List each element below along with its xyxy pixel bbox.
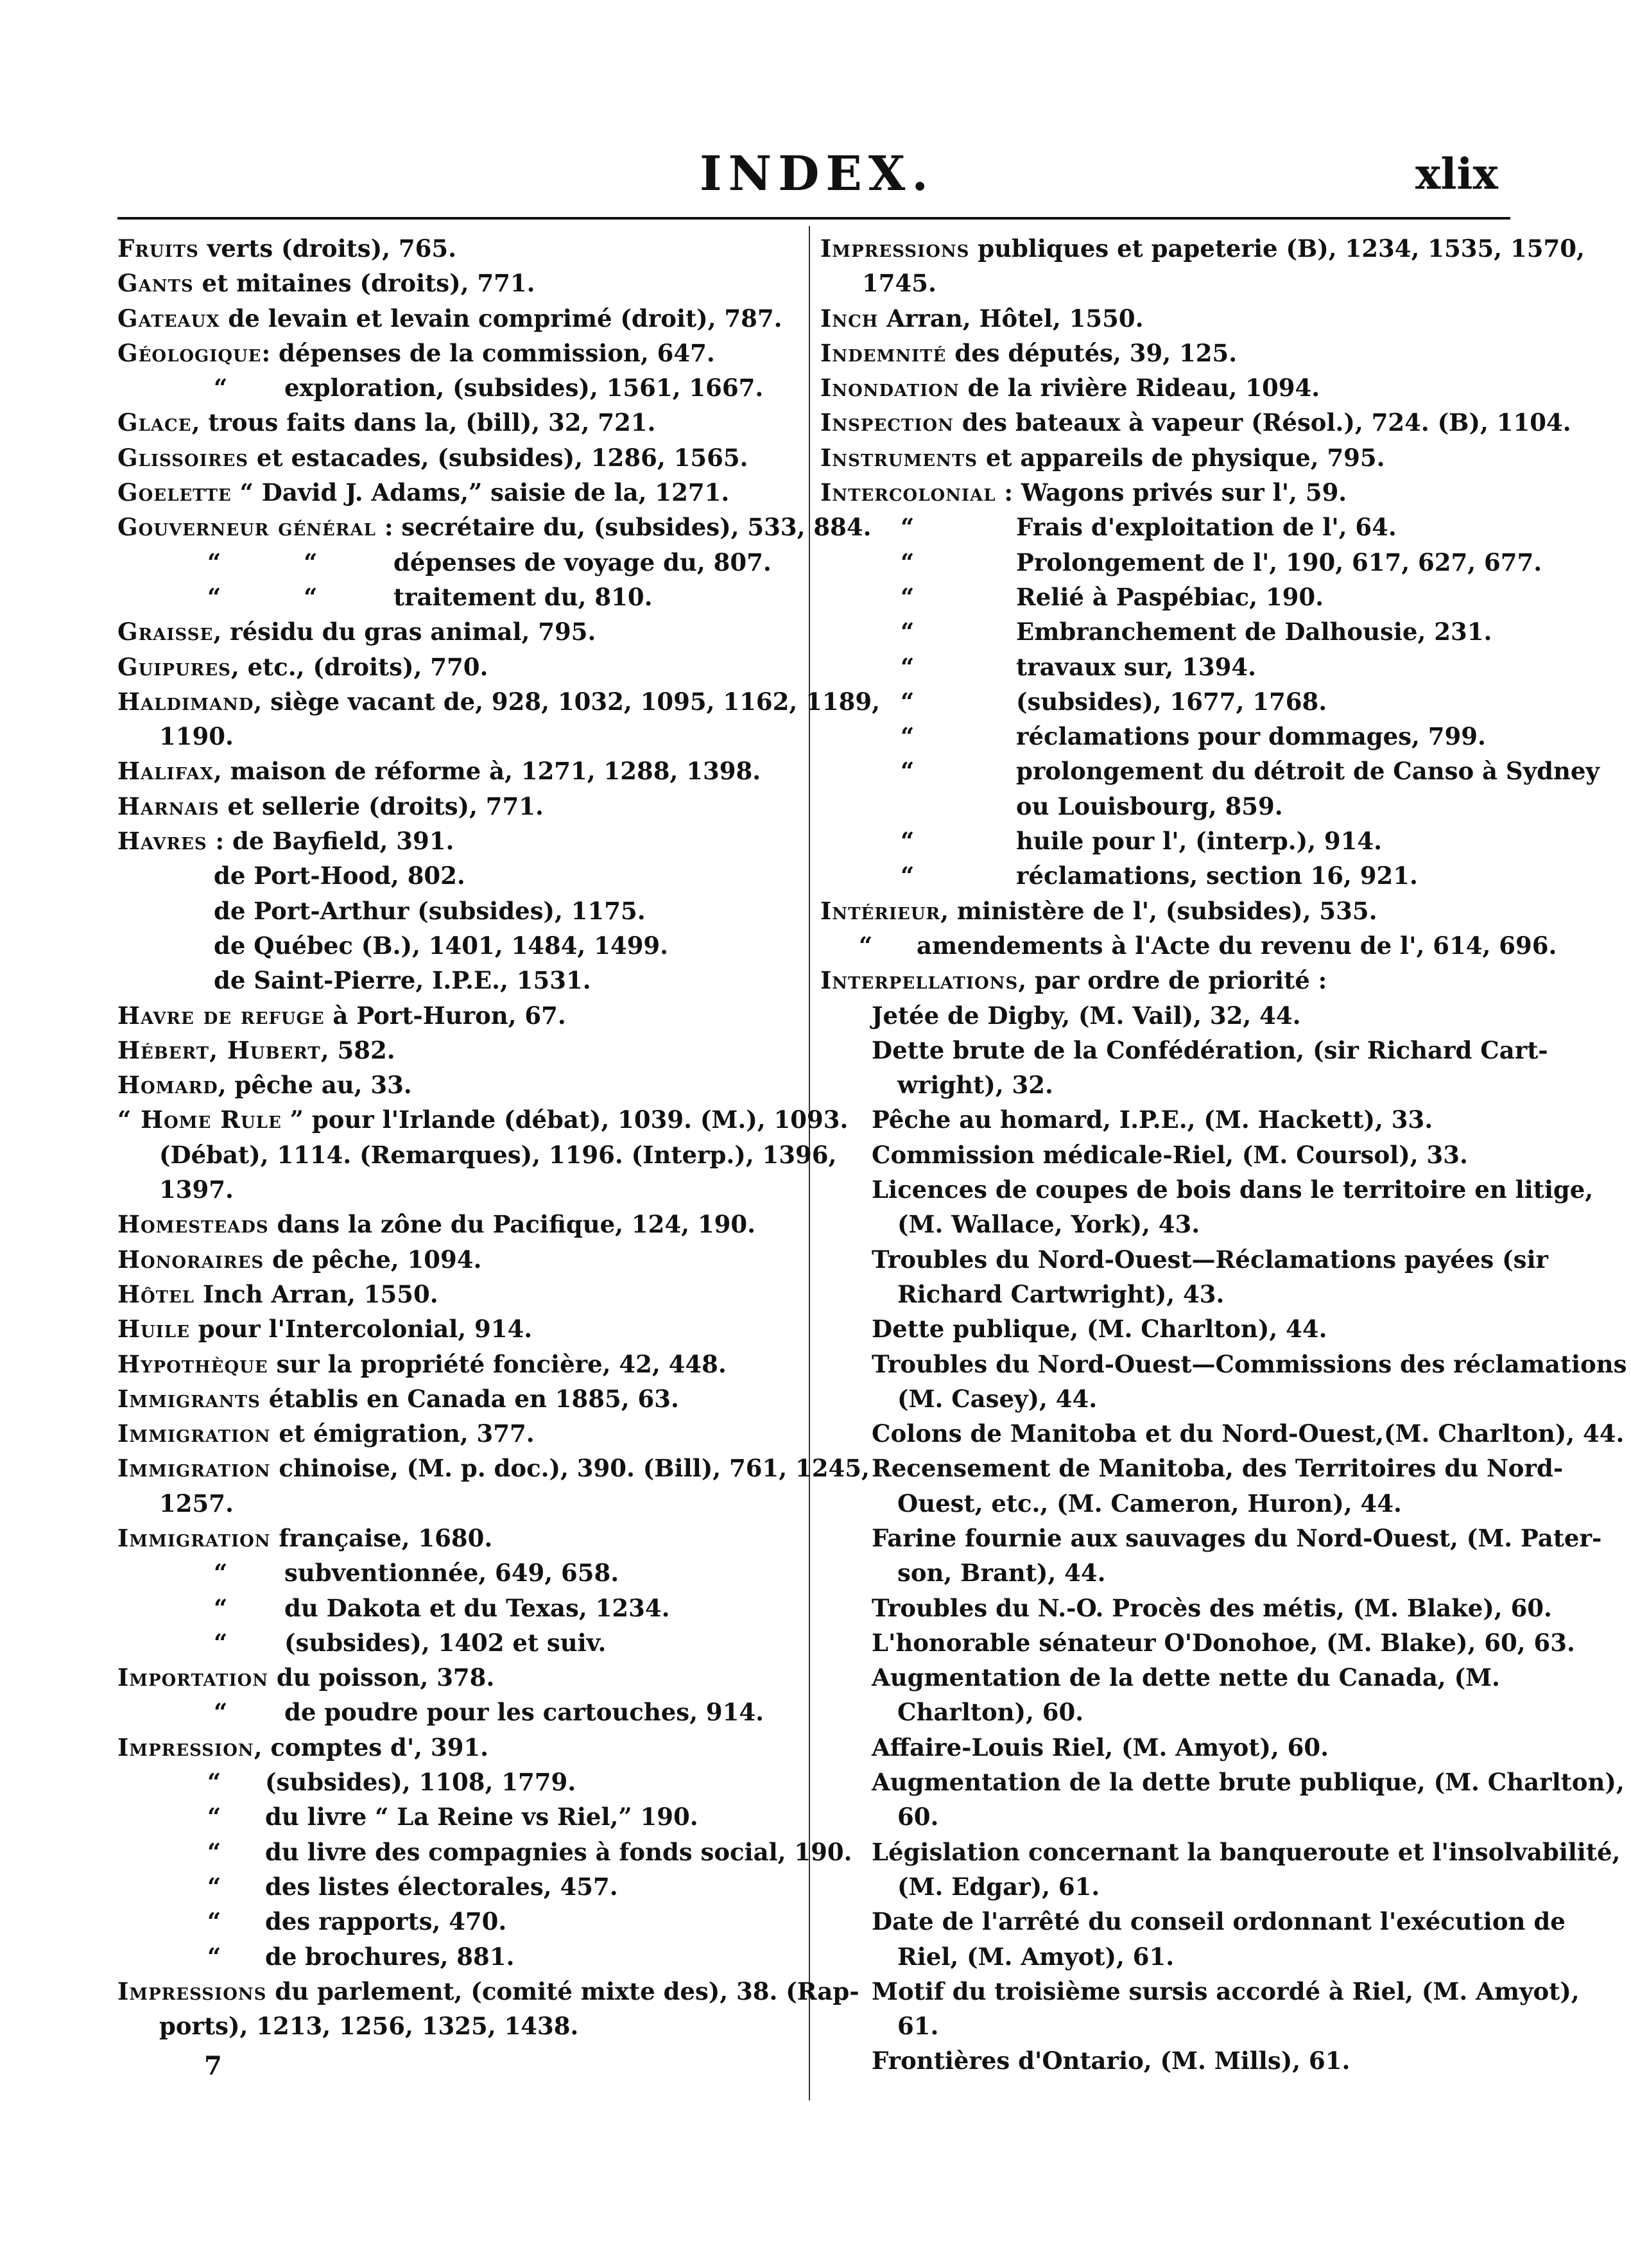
entry-text: française, 1680. (270, 1523, 493, 1552)
entry-keyword: Immigrants (117, 1384, 261, 1413)
index-entry (820, 1311, 1512, 1346)
index-entry (117, 1660, 803, 1695)
entry-text: : Wagons privés sur l', 59. (996, 478, 1347, 507)
entry-keyword: Intérieur (820, 896, 941, 925)
interpellation-item: Recensement de Manitoba, des Territoires du Nord- (872, 1454, 1564, 1483)
index-entry (820, 266, 1512, 300)
entry-text: (subsides), 1677, 1768. (1016, 687, 1327, 716)
index-entry (117, 266, 803, 300)
entry-text: amendements à l'Acte du revenu de l', 614, 696. (917, 931, 1557, 960)
index-entry (820, 858, 1512, 893)
entry-text: du parlement, (comité mixte des), 38. (Rap- (266, 1977, 859, 2005)
ditto-mark: “ (901, 618, 915, 646)
index-entry (117, 1939, 803, 1974)
index-entry (820, 1033, 1548, 1068)
entry-text: verts (droits), 765. (198, 234, 456, 263)
index-entry (820, 301, 1512, 336)
entry-continuation: 61. (897, 2012, 939, 2041)
entry-keyword: Haldimand (117, 687, 254, 716)
entry-continuation: wright), 32. (897, 1071, 1053, 1100)
index-entry (117, 1068, 803, 1102)
index-entry (117, 963, 803, 998)
entry-text: du Dakota et du Texas, 1234. (284, 1593, 670, 1622)
entry-text: dépenses de voyage du, 807. (393, 548, 772, 576)
index-entry (820, 1799, 1512, 1834)
index-entry (117, 336, 803, 370)
index-entry (820, 1207, 1512, 1242)
index-entry (820, 1521, 1602, 1555)
interpellation-item: Licences de coupes de bois dans le territoire en litige, (872, 1175, 1594, 1204)
entry-text: (subsides), 1108, 1779. (265, 1768, 576, 1797)
entry-text: chinoise, (M. p. doc.), 390. (Bill), 761, 1245, (270, 1454, 870, 1483)
index-entry (820, 2009, 1512, 2043)
entry-text: Frais d'exploitation de l', 64. (1016, 513, 1397, 542)
index-entry (820, 754, 1600, 788)
index-entry (820, 684, 1512, 719)
entry-text: et appareils de physique, 795. (977, 443, 1385, 472)
entry-keyword: Hypothèque (117, 1349, 268, 1378)
ditto-mark: “ (901, 548, 915, 576)
entry-text: prolongement du détroit de Canso à Sydney (1016, 757, 1600, 786)
entry-text: réclamations, section 16, 921. (1016, 861, 1418, 890)
index-entry (117, 405, 803, 440)
entry-keyword: Impressions (117, 1977, 267, 2005)
entry-text: sur la propriété foncière, 42, 448. (268, 1349, 727, 1378)
index-entry (117, 650, 803, 684)
entry-text: de la rivière Rideau, 1094. (959, 374, 1320, 403)
entry-keyword: Hôtel (117, 1279, 195, 1308)
entry-keyword: “ Home Rule (117, 1105, 282, 1134)
entry-keyword: Glissoires (117, 443, 249, 472)
entry-keyword: Immigration (117, 1523, 271, 1552)
entry-keyword: Guipures (117, 652, 231, 681)
interpellation-item: Augmentation de la dette nette du Canada, (M. (872, 1663, 1500, 1692)
entry-text: des listes électorales, 457. (265, 1872, 618, 1901)
entry-text: , par ordre de priorité : (1018, 966, 1327, 995)
entry-continuation: 1397. (159, 1175, 234, 1204)
entry-keyword: Harnais (117, 792, 220, 820)
index-entry (117, 754, 803, 788)
ditto-mark: “ (901, 861, 915, 890)
entry-keyword: Gants (117, 269, 194, 298)
entry-keyword: Inch (820, 304, 879, 333)
entry-continuation: 1745. (862, 269, 936, 298)
entry-keyword: Honoraires (117, 1245, 264, 1274)
entry-continuation: Riel, (M. Amyot), 61. (897, 1942, 1175, 1971)
index-entry (117, 928, 803, 963)
interpellation-item: Motif du troisième sursis accordé à Riel, (M. Amyot), (872, 1977, 1580, 2005)
entry-text: ” pour l'Irlande (débat), 1039. (M.), 1093. (281, 1105, 849, 1134)
entry-keyword: Immigration (117, 1454, 271, 1483)
ditto-mark: “ (214, 374, 228, 403)
entry-continuation: 1257. (159, 1489, 234, 1518)
ditto-mark: “ (901, 757, 915, 786)
interpellation-item: L'honorable sénateur O'Donohoe, (M. Blake), 60, 63. (872, 1628, 1575, 1657)
ditto-mark: “ (207, 1803, 221, 1831)
index-entry (820, 1625, 1575, 1660)
index-entry (117, 1416, 803, 1451)
index-entry (117, 1138, 837, 1172)
entry-keyword: Halifax (117, 757, 214, 786)
interpellation-item: Affaire-Louis Riel, (M. Amyot), 60. (872, 1733, 1329, 1762)
index-entry (820, 405, 1571, 440)
entry-text: subventionnée, 649, 658. (284, 1559, 619, 1588)
interpellation-item: Farine fournie aux sauvages du Nord-Ouest, (M. Pater- (872, 1523, 1602, 1552)
ditto-mark: “ (901, 827, 915, 856)
index-entry (820, 650, 1512, 684)
index-entry (820, 510, 1512, 544)
index-entry (117, 1974, 859, 2009)
interpellation-item: Dette brute de la Confédération, (sir Richard Cart- (872, 1035, 1548, 1064)
index-entry (117, 894, 803, 928)
entry-text: de pêche, 1094. (264, 1245, 482, 1274)
interpellation-item: Jetée de Digby, (M. Vail), 32, 44. (872, 1001, 1301, 1030)
entry-text: exploration, (subsides), 1561, 1667. (284, 374, 764, 403)
index-entry (117, 1730, 803, 1765)
ditto-mark: “ “ (207, 548, 318, 576)
entry-keyword: Inspection (820, 408, 954, 437)
index-entry (820, 1347, 1627, 1381)
index-entry (117, 1033, 803, 1068)
entry-text: Prolongement de l', 190, 617, 627, 677. (1016, 548, 1542, 576)
interpellation-item: Troubles du N.-O. Procès des métis, (M. Blake), 60. (872, 1593, 1552, 1622)
entry-keyword: Gouverneur général (117, 513, 376, 542)
entry-text: : secrétaire du, (subsides), 533, 884. (375, 513, 872, 542)
index-entry (820, 1904, 1566, 1939)
index-entry (117, 1835, 852, 1869)
interpellation-item: Pêche au homard, I.P.E., (M. Hackett), 33. (872, 1105, 1433, 1134)
index-entry (820, 440, 1512, 475)
entry-text: établis en Canada en 1885, 63. (260, 1384, 679, 1413)
entry-continuation: Ouest, etc., (M. Cameron, Huron), 44. (897, 1489, 1402, 1518)
index-entry (117, 1695, 803, 1729)
index-entry (820, 614, 1512, 649)
entry-continuation: (Débat), 1114. (Remarques), 1196. (Interp.), 1396, (159, 1140, 837, 1169)
entry-text: traitement du, 810. (393, 582, 653, 611)
index-entry (117, 1451, 870, 1485)
entry-text: du livre “ La Reine vs Riel,” 190. (265, 1803, 698, 1831)
entry-keyword: Glace (117, 408, 192, 437)
index-entry (117, 545, 803, 580)
entry-keyword: Graisse (117, 618, 214, 646)
index-entry (117, 1207, 803, 1242)
index-entry (820, 475, 1512, 510)
interpellation-item: Date de l'arrêté du conseil ordonnant l'exécution de (872, 1907, 1566, 1936)
entry-text: réclamations pour dommages, 799. (1016, 722, 1486, 751)
index-entry (117, 231, 803, 266)
index-entry (820, 1416, 1625, 1451)
index-entry (117, 1521, 803, 1555)
index-entry (117, 1486, 803, 1521)
entry-keyword: Gateaux (117, 304, 220, 333)
index-entry (820, 231, 1585, 266)
index-entry (820, 1172, 1594, 1207)
index-entry (117, 1381, 803, 1416)
entry-text: des bateaux à vapeur (Résol.), 724. (B), 1104. (953, 408, 1571, 437)
interpellation-item: Commission médicale-Riel, (M. Coursol), 33. (872, 1140, 1468, 1169)
entry-continuation: 1190. (159, 722, 234, 751)
index-entry (820, 1242, 1548, 1277)
entry-text: huile pour l', (interp.), 914. (1016, 827, 1383, 856)
index-entry (117, 789, 803, 824)
index-entry (117, 824, 803, 858)
interpellation-item: Frontières d'Ontario, (M. Mills), 61. (872, 2047, 1351, 2075)
entry-text: travaux sur, 1394. (1016, 652, 1257, 681)
index-entry (117, 1311, 803, 1346)
index-entry (117, 1591, 803, 1625)
entry-continuation: Richard Cartwright), 43. (897, 1279, 1225, 1308)
entry-continuation: (M. Wallace, York), 43. (897, 1210, 1200, 1239)
entry-keyword: Intercolonial (820, 478, 996, 507)
page-number: xlix (1415, 149, 1498, 199)
index-entry (820, 336, 1512, 370)
page-title: INDEX. (700, 146, 935, 202)
entry-text: Embranchement de Dalhousie, 231. (1016, 618, 1492, 646)
index-entry (820, 1660, 1512, 1695)
entry-text: , comptes d', 391. (254, 1733, 489, 1762)
ditto-mark: “ (901, 652, 915, 681)
ditto-mark: “ (207, 1837, 221, 1866)
entry-continuation: ou Louisbourg, 859. (1016, 792, 1283, 820)
entry-text: et mitaines (droits), 771. (193, 269, 535, 298)
entry-text: de Québec (B.), 1401, 1484, 1499. (214, 931, 669, 960)
interpellation-item: Colons de Manitoba et du Nord-Ouest,(M. Charlton), 44. (872, 1419, 1625, 1448)
index-entry (117, 1904, 803, 1939)
entry-text: des rapports, 470. (265, 1907, 507, 1936)
ditto-mark: “ (207, 1768, 221, 1797)
entry-text: , trous faits dans la, (bill), 32, 721. (191, 408, 656, 437)
index-entry (820, 1835, 1621, 1869)
entry-text: de Port-Hood, 802. (214, 861, 465, 890)
index-entry (117, 475, 803, 510)
index-entry (117, 2009, 803, 2043)
index-entry (117, 440, 803, 475)
entry-text: (subsides), 1402 et suiv. (284, 1628, 607, 1657)
ditto-mark: “ (901, 687, 915, 716)
entry-continuation: (M. Edgar), 61. (897, 1872, 1100, 1901)
left-index-column (117, 231, 880, 2043)
entry-keyword: Homard (117, 1071, 218, 1100)
entry-continuation: son, Brant), 44. (897, 1559, 1106, 1588)
entry-continuation: (M. Casey), 44. (897, 1384, 1098, 1413)
entry-text: , ministère de l', (subsides), 535. (940, 896, 1377, 925)
index-entry (820, 1974, 1580, 2009)
entry-keyword: Impressions (820, 234, 970, 263)
index-entry (820, 1068, 1512, 1102)
index-entry (117, 301, 803, 336)
entry-text: à Port-Huron, 67. (324, 1001, 566, 1030)
index-entry (117, 719, 803, 754)
entry-text: de levain et levain comprimé (droit), 787. (220, 304, 782, 333)
index-entry (117, 1347, 803, 1381)
index-entry (117, 1799, 803, 1834)
index-entry (820, 1555, 1512, 1590)
entry-text: de Port-Arthur (subsides), 1175. (214, 896, 646, 925)
entry-text: de poudre pour les cartouches, 914. (284, 1698, 764, 1727)
entry-continuation: ports), 1213, 1256, 1325, 1438. (159, 2012, 579, 2041)
entry-text: de brochures, 881. (265, 1942, 515, 1971)
entry-text: du poisson, 378. (268, 1663, 495, 1692)
ditto-mark: “ (214, 1698, 228, 1727)
entry-text: du livre des compagnies à fonds social, 190. (265, 1837, 852, 1866)
index-entry (117, 1242, 803, 1277)
entry-keyword: Homesteads (117, 1210, 269, 1239)
index-entry (820, 1138, 1512, 1172)
entry-continuation: Charlton), 60. (897, 1698, 1084, 1727)
ditto-mark: “ (214, 1628, 228, 1657)
index-entry (820, 719, 1512, 754)
index-entry (117, 1625, 803, 1660)
entry-text: : dépenses de la commission, 647. (261, 338, 715, 367)
index-entry (117, 580, 803, 614)
entry-keyword: Impression (117, 1733, 254, 1762)
index-entry (117, 1277, 803, 1311)
interpellation-item: Troubles du Nord-Ouest—Réclamations payées (sir (872, 1245, 1548, 1274)
index-entry (117, 1555, 803, 1590)
index-entry (820, 1939, 1512, 1974)
entry-text: de Saint-Pierre, I.P.E., 1531. (214, 966, 591, 995)
index-entry (820, 928, 1557, 963)
entry-text: dans la zône du Pacifique, 124, 190. (268, 1210, 756, 1239)
index-entry (820, 545, 1542, 580)
interpellation-item: Dette publique, (M. Charlton), 44. (872, 1315, 1327, 1344)
ditto-mark: “ (901, 513, 915, 542)
entry-continuation: 60. (897, 1803, 939, 1831)
entry-text: Inch Arran, 1550. (194, 1279, 438, 1308)
entry-text: pour l'Intercolonial, 914. (189, 1315, 533, 1344)
index-entry (117, 998, 803, 1033)
ditto-mark: “ (207, 1907, 221, 1936)
index-entry (820, 998, 1512, 1033)
index-entry (820, 824, 1512, 858)
entry-text: et émigration, 377. (270, 1419, 535, 1448)
index-entry (117, 1765, 803, 1799)
entry-keyword: Havres (117, 827, 207, 856)
index-entry (820, 1486, 1512, 1521)
entry-text: , siège vacant de, 928, 1032, 1095, 1162, 1189, (254, 687, 880, 716)
entry-text: , etc., (droits), 770. (230, 652, 488, 681)
entry-keyword: Hébert, Hubert (117, 1035, 321, 1064)
index-entry (820, 370, 1512, 405)
index-entry (820, 580, 1512, 614)
ditto-mark: “ (214, 1593, 228, 1622)
entry-keyword: Importation (117, 1663, 269, 1692)
entry-keyword: Huile (117, 1315, 190, 1344)
entry-text: , 582. (320, 1035, 395, 1064)
entry-text: publiques et papeterie (B), 1234, 1535, 1570, (969, 234, 1585, 263)
ditto-mark: “ “ (207, 582, 318, 611)
entry-keyword: Immigration (117, 1419, 271, 1448)
index-entry (117, 858, 803, 893)
footer-signature-mark: 7 (204, 2051, 222, 2081)
entry-keyword: Indemnité (820, 338, 947, 367)
entry-text: , maison de réforme à, 1271, 1288, 1398. (213, 757, 761, 786)
index-entry (117, 614, 803, 649)
right-index-column (820, 231, 1627, 2079)
index-entry (117, 1869, 803, 1904)
entry-text: et sellerie (droits), 771. (219, 792, 544, 820)
header-rule (117, 217, 1510, 220)
index-entry (820, 789, 1512, 824)
index-entry (820, 1730, 1512, 1765)
index-entry (820, 894, 1512, 928)
entry-text: Arran, Hôtel, 1550. (878, 304, 1144, 333)
interpellation-item: Troubles du Nord-Ouest—Commissions des réclamations (872, 1349, 1627, 1378)
index-entry (117, 510, 872, 544)
index-entry (820, 1869, 1512, 1904)
ditto-mark: “ (214, 1559, 228, 1588)
entry-text: , pêche au, 33. (218, 1071, 412, 1100)
entry-keyword: Havre de refuge (117, 1001, 325, 1030)
index-entry (820, 1102, 1512, 1137)
entry-text: , résidu du gras animal, 795. (213, 618, 596, 646)
index-entry (820, 1695, 1512, 1729)
index-entry (820, 1765, 1625, 1799)
index-entry (820, 963, 1512, 998)
entry-keyword: Instruments (820, 443, 978, 472)
index-entry (820, 1591, 1552, 1625)
index-entry (117, 684, 880, 719)
entry-keyword: Inondation (820, 374, 960, 403)
entry-keyword: Géologique (117, 338, 262, 367)
entry-text: : de Bayfield, 391. (207, 827, 454, 856)
ditto-mark: “ (901, 722, 915, 751)
index-entry (820, 1381, 1512, 1416)
ditto-mark: “ (901, 582, 915, 611)
ditto-mark: “ (207, 1942, 221, 1971)
entry-text: Relié à Paspébiac, 190. (1016, 582, 1324, 611)
index-entry (117, 1172, 803, 1207)
entry-text: “ David J. Adams,” saisie de la, 1271. (231, 478, 730, 507)
entry-keyword: Fruits (117, 234, 199, 263)
entry-text: des députés, 39, 125. (946, 338, 1238, 367)
index-entry (117, 370, 803, 405)
interpellation-item: Augmentation de la dette brute publique, (M. Charlton), (872, 1768, 1625, 1797)
entry-keyword: Interpellations (820, 966, 1019, 995)
ditto-mark: “ (207, 1872, 221, 1901)
entry-text: et estacades, (subsides), 1286, 1565. (248, 443, 748, 472)
index-entry (117, 1102, 849, 1137)
index-entry (820, 1277, 1512, 1311)
entry-keyword: Goelette (117, 478, 232, 507)
ditto-mark: “ (859, 931, 873, 960)
interpellation-item: Législation concernant la banqueroute et l'insolvabilité, (872, 1837, 1621, 1866)
index-entry (820, 2043, 1512, 2078)
index-entry (820, 1451, 1564, 1485)
